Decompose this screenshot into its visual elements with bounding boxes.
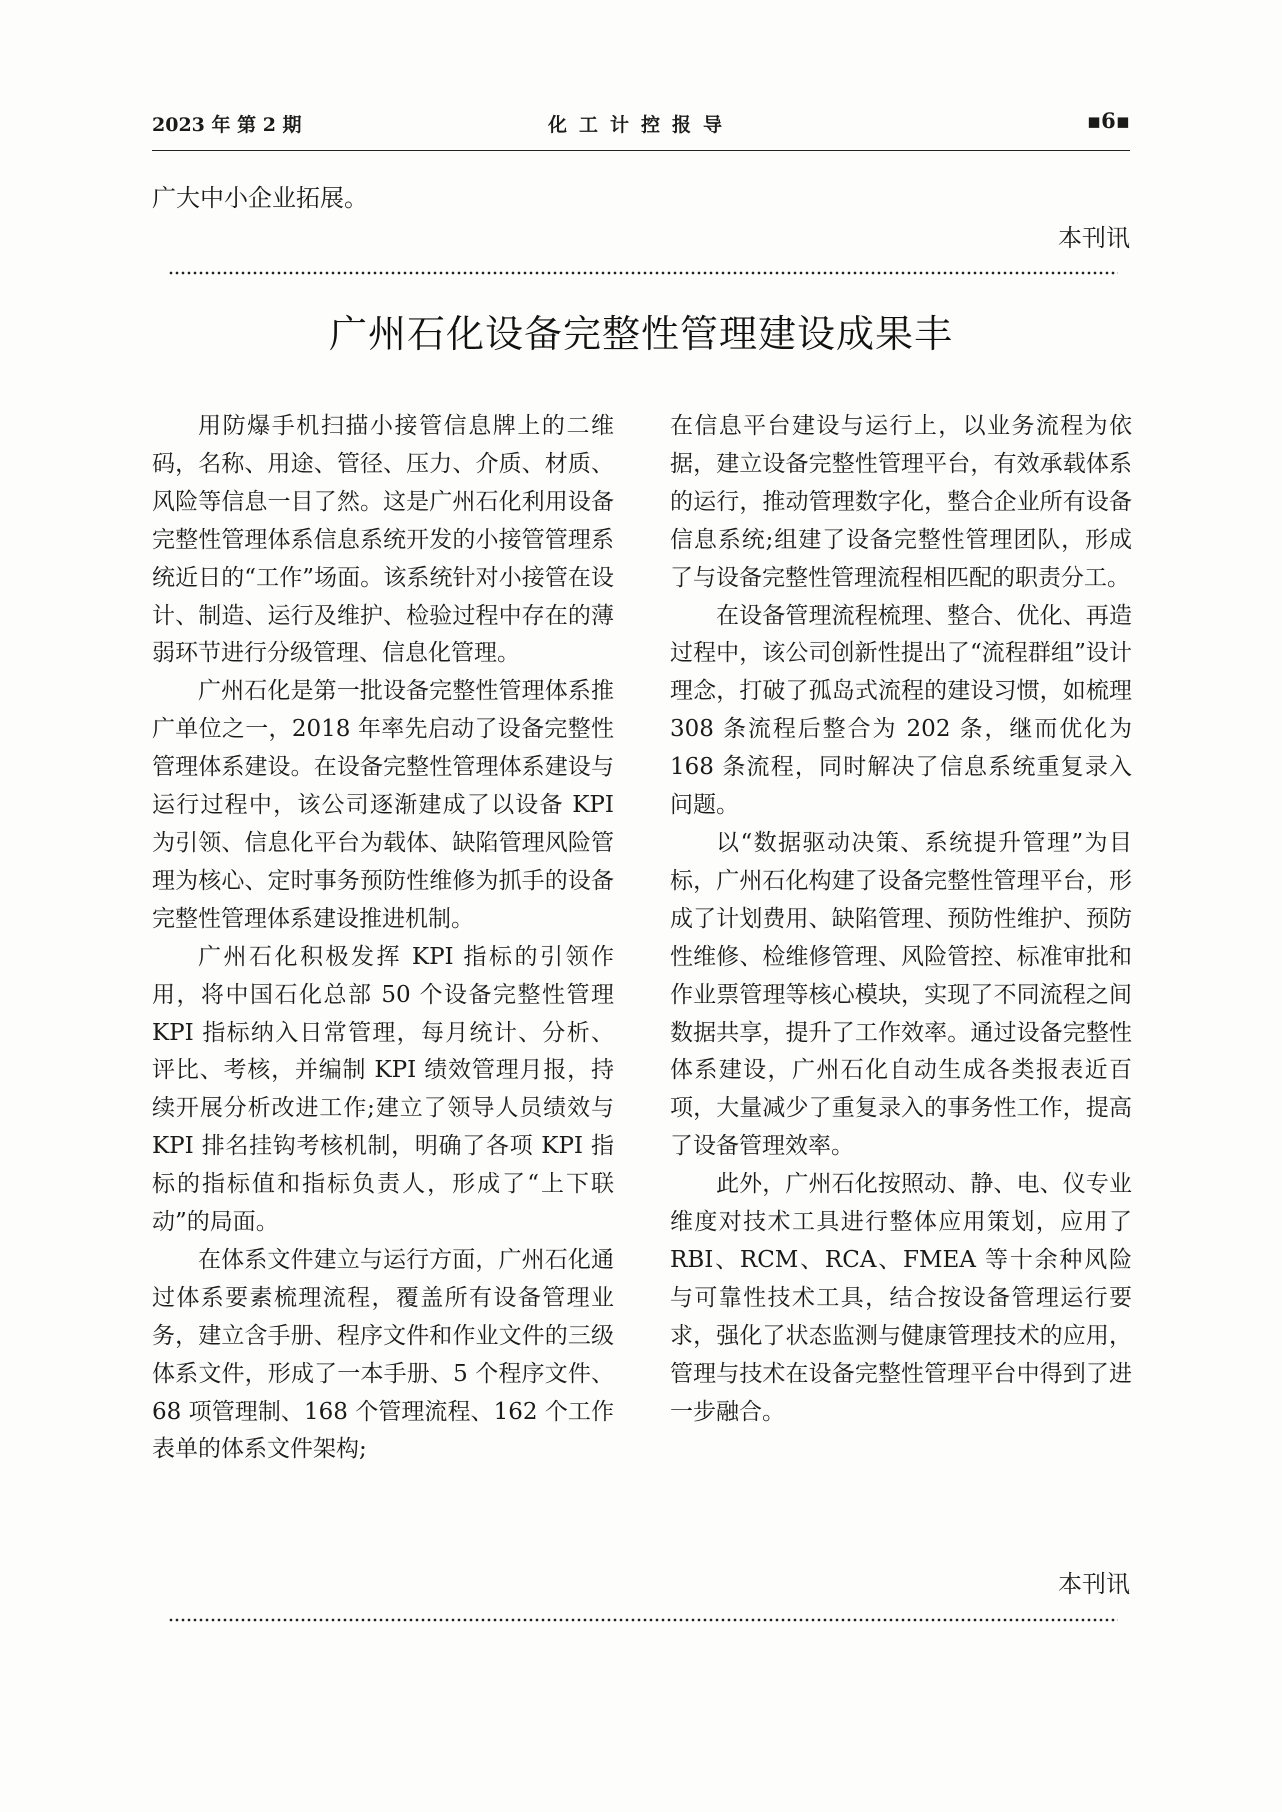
previous-article-source: 本刊讯 bbox=[1058, 224, 1130, 252]
running-header bbox=[152, 104, 1130, 151]
previous-article-tail: 广大中小企业拓展。 bbox=[152, 184, 368, 212]
issue-label: 2023 年 第 2 期 bbox=[152, 114, 302, 136]
article-title: 广州石化设备完整性管理建设成果丰 bbox=[328, 312, 953, 356]
article-paragraph: 在信息平台建设与运行上，以业务流程为依据，建立设备完整性管理平台，有效承载体系的运行，推动管理数字化，整合企业所有设备信息系统;组建了设备完整性管理团队，形成了与设备完整性管理流程相匹配的职责分工。 bbox=[670, 413, 1132, 591]
article-paragraph: 广州石化是第一批设备完整性管理体系推广单位之一，2018 年率先启动了设备完整性管理体系建设。在设备完整性管理体系建设与运行过程中，该公司逐渐建成了以设备 KPI 为引领、信息化平台为载体、缺陷管理风险管理为核心、定时事务预防性维修为抓手的设备完整性管理体系建设推进机制。 bbox=[152, 678, 614, 932]
article-source: 本刊讯 bbox=[1058, 1570, 1130, 1598]
article-paragraph: 以“数据驱动决策、系统提升管理”为目标，广州石化构建了设备完整性管理平台，形成了计划费用、缺陷管理、预防性维护、预防性维修、检维修管理、风险管控、标准审批和作业票管理等核心模块，实现了不同流程之间数据共享，提升了工作效率。通过设备完整性体系建设，广州石化自动生成各类报表近百项，大量减少了重复录入的事务性工作，提高了设备管理效率。 bbox=[670, 829, 1132, 1160]
article-column-right bbox=[670, 408, 1132, 1431]
article-paragraph: 在设备管理流程梳理、整合、优化、再造过程中，该公司创新性提出了“流程群组”设计理念，打破了孤岛式流程的建设习惯，如梳理 308 条流程后整合为 202 条，继而优化为 168 条流程，同时解决了信息系统重复录入问题。 bbox=[670, 602, 1132, 819]
journal-name: 化工计控报导 bbox=[547, 114, 734, 136]
page-number: ▪6▪ bbox=[1086, 108, 1130, 133]
article-paragraph: 此外，广州石化按照动、静、电、仪专业维度对技术工具进行整体应用策划，应用了 RBI、RCM、RCA、FMEA 等十余种风险与可靠性技术工具，结合按设备管理运行要求，强化了状态监测与健康管理技术的应用，管理与技术在设备完整性管理平台中得到了进一步融合。 bbox=[670, 1171, 1132, 1425]
article-paragraph: 广州石化积极发挥 KPI 指标的引领作用，将中国石化总部 50 个设备完整性管理 KPI 指标纳入日常管理，每月统计、分析、评比、考核，并编制 KPI 绩效管理月报，持续开展分析改进工作;建立了领导人员绩效与 KPI 排名挂钩考核机制，明确了各项 KPI 指标的指标值和指标负责人，形成了“上下联动”的局面。 bbox=[152, 943, 614, 1236]
article-paragraph: 用防爆手机扫描小接管信息牌上的二维码，名称、用途、管径、压力、介质、材质、风险等信息一目了然。这是广州石化利用设备完整性管理体系信息系统开发的小接管管理系统近日的“工作”场面。该系统针对小接管在设计、制造、运行及维护、检验过程中存在的薄弱环节进行分级管理、信息化管理。 bbox=[152, 413, 614, 667]
dotted-divider bbox=[168, 1618, 1118, 1622]
dotted-divider bbox=[168, 271, 1118, 275]
article-paragraph: 在体系文件建立与运行方面，广州石化通过体系要素梳理流程，覆盖所有设备管理业务，建立含手册、程序文件和作业文件的三级体系文件，形成了一本手册、5 个程序文件、68 项管理制、168 个管理流程、162 个工作表单的体系文件架构; bbox=[152, 1246, 614, 1463]
article-column-left bbox=[152, 408, 614, 1469]
